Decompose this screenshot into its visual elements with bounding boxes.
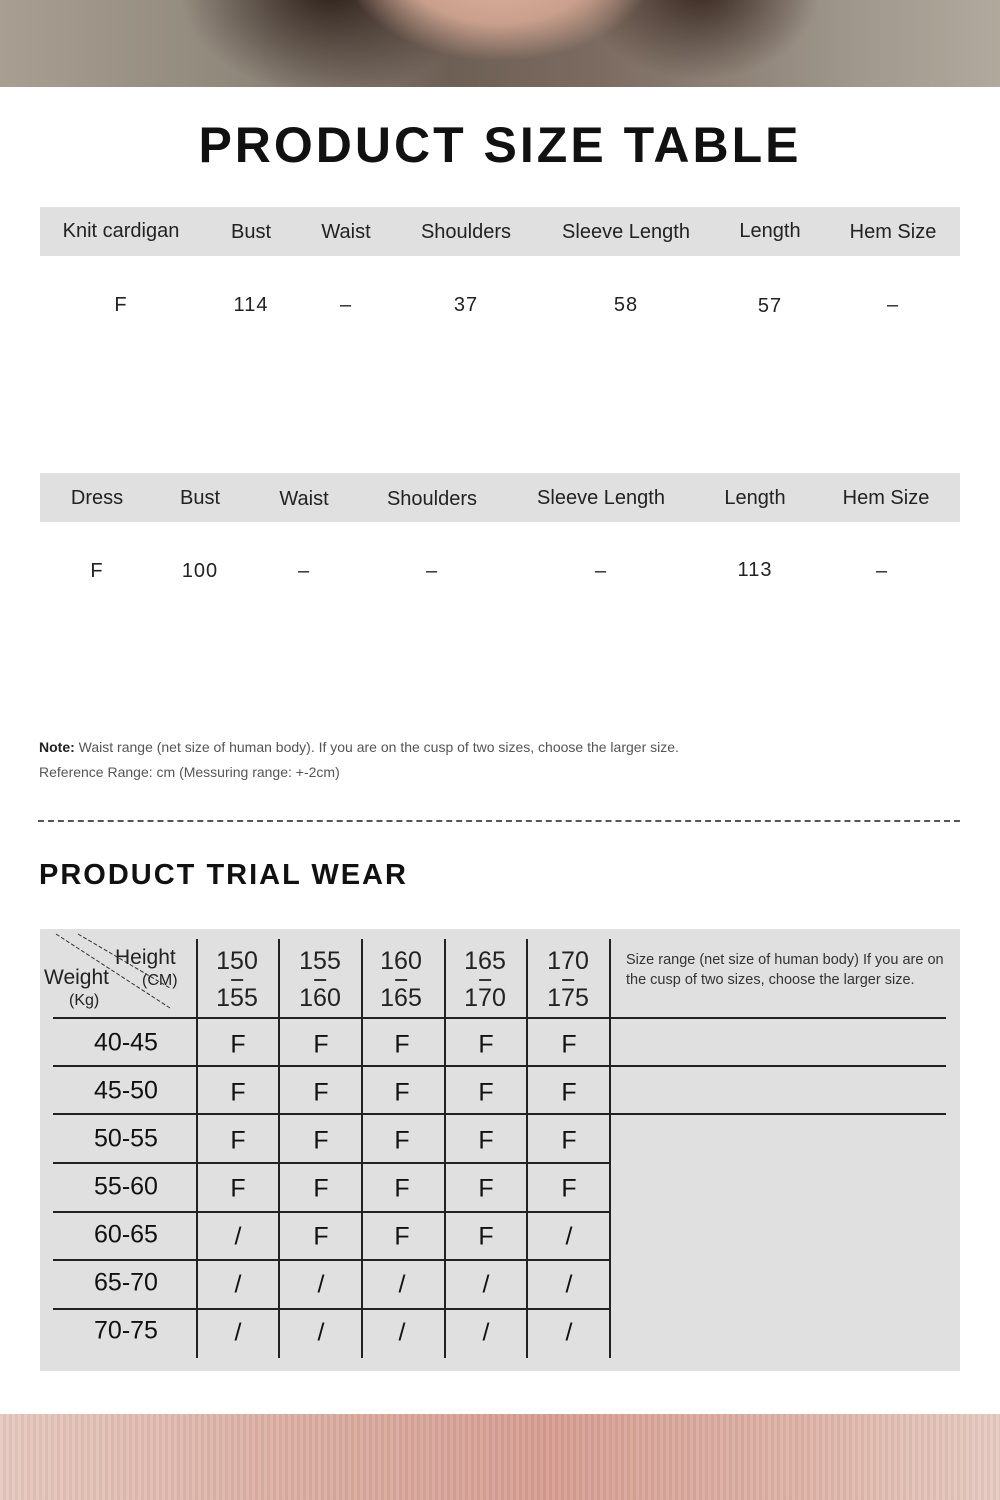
column-header: Length (739, 220, 801, 242)
column-header: Bust (179, 487, 221, 509)
trial-cell: F (394, 1222, 410, 1251)
weight-range: 45-50 (94, 1076, 158, 1105)
table-cell: – (875, 560, 889, 582)
trial-cell: F (230, 1078, 246, 1107)
table-cell: 58 (613, 294, 639, 316)
model-photo-bottom (0, 1414, 1000, 1500)
column-header: Bust (230, 221, 272, 243)
column-header: Waist (321, 221, 371, 243)
trial-cell: / (234, 1318, 242, 1347)
table-cell: – (594, 560, 608, 582)
page-title: PRODUCT SIZE TABLE (198, 117, 802, 173)
table-cell: 113 (737, 559, 773, 581)
weight-range: 50-55 (94, 1124, 158, 1153)
trial-cell: F (394, 1174, 410, 1203)
trial-cell: F (478, 1078, 494, 1107)
height-range-header: 160 165 (380, 947, 422, 1012)
table-cell: 114 (233, 294, 269, 316)
table-cell: – (339, 294, 353, 316)
table-cell: – (886, 294, 900, 316)
trial-cell: / (398, 1318, 406, 1347)
trial-cell: / (565, 1270, 573, 1299)
trial-cell: / (317, 1270, 325, 1299)
weight-range: 55-60 (94, 1172, 158, 1201)
table-cell: F (114, 294, 128, 316)
trial-cell: F (561, 1174, 577, 1203)
column-header: Hem Size (849, 221, 937, 243)
weight-unit-label: (Kg) (69, 992, 100, 1009)
trial-wear-title: PRODUCT TRIAL WEAR (39, 859, 408, 891)
reference-range-note: Reference Range: cm (Messuring range: +-2cm) (39, 764, 340, 780)
trial-cell: / (398, 1270, 406, 1299)
column-header: Length (724, 487, 786, 509)
height-axis-label: Height (115, 946, 176, 969)
trial-cell: F (394, 1030, 410, 1059)
weight-axis-label: Weight (44, 966, 109, 989)
trial-cell: / (565, 1222, 573, 1251)
column-header: Sleeve Length (562, 221, 690, 243)
trial-cell: F (394, 1126, 410, 1155)
trial-cell: / (234, 1222, 242, 1251)
model-photo-top (0, 0, 1000, 87)
trial-cell: F (313, 1078, 329, 1107)
trial-cell: F (478, 1222, 494, 1251)
height-range-header: 170 175 (547, 947, 589, 1012)
trial-cell: F (394, 1078, 410, 1107)
weight-range: 70-75 (94, 1316, 158, 1345)
height-range-header: 155 160 (299, 947, 341, 1012)
trial-cell: / (234, 1270, 242, 1299)
trial-cell: F (313, 1030, 329, 1059)
trial-cell: / (317, 1318, 325, 1347)
trial-cell: F (561, 1078, 577, 1107)
column-header: Waist (279, 488, 329, 510)
height-unit-label: (CM) (142, 972, 178, 989)
column-header: Dress (70, 487, 124, 509)
table-cell: 100 (181, 560, 219, 582)
trial-cell: F (561, 1126, 577, 1155)
table-cell: 37 (453, 294, 479, 316)
height-range-header: 150 155 (216, 947, 258, 1012)
note-label: Note: (39, 739, 75, 755)
column-header: Shoulders (386, 488, 478, 510)
note-text: Waist range (net size of human body). If you are on the cusp of two sizes, choose the larger size. (78, 739, 679, 755)
trial-cell: F (478, 1030, 494, 1059)
trial-cell: F (561, 1030, 577, 1059)
section-divider (38, 820, 960, 822)
weight-range: 60-65 (94, 1220, 158, 1249)
column-header: Sleeve Length (537, 487, 665, 509)
size-table-header-dress (40, 473, 960, 522)
trial-cell: F (478, 1174, 494, 1203)
table-cell: 57 (757, 295, 783, 317)
trial-cell: F (230, 1174, 246, 1203)
trial-cell: F (313, 1174, 329, 1203)
trial-cell: F (478, 1126, 494, 1155)
trial-cell: / (482, 1318, 490, 1347)
trial-cell: / (482, 1270, 490, 1299)
height-range-header: 165 170 (464, 947, 506, 1012)
trial-cell: F (230, 1030, 246, 1059)
trial-cell: F (313, 1126, 329, 1155)
weight-range: 65-70 (94, 1268, 158, 1297)
trial-cell: / (565, 1318, 573, 1347)
column-header: Hem Size (842, 487, 930, 509)
trial-cell: F (230, 1126, 246, 1155)
table-cell: – (425, 560, 439, 582)
column-header: Shoulders (420, 221, 512, 243)
column-header: Knit cardigan (62, 220, 180, 242)
size-note (39, 738, 679, 756)
table-cell: – (297, 560, 311, 582)
trial-cell: F (313, 1222, 329, 1251)
table-cell: F (90, 560, 104, 582)
trial-size-note: Size range (net size of human body) If you are on the cusp of two sizes, choose the larger size. (626, 952, 944, 988)
weight-range: 40-45 (94, 1028, 158, 1057)
